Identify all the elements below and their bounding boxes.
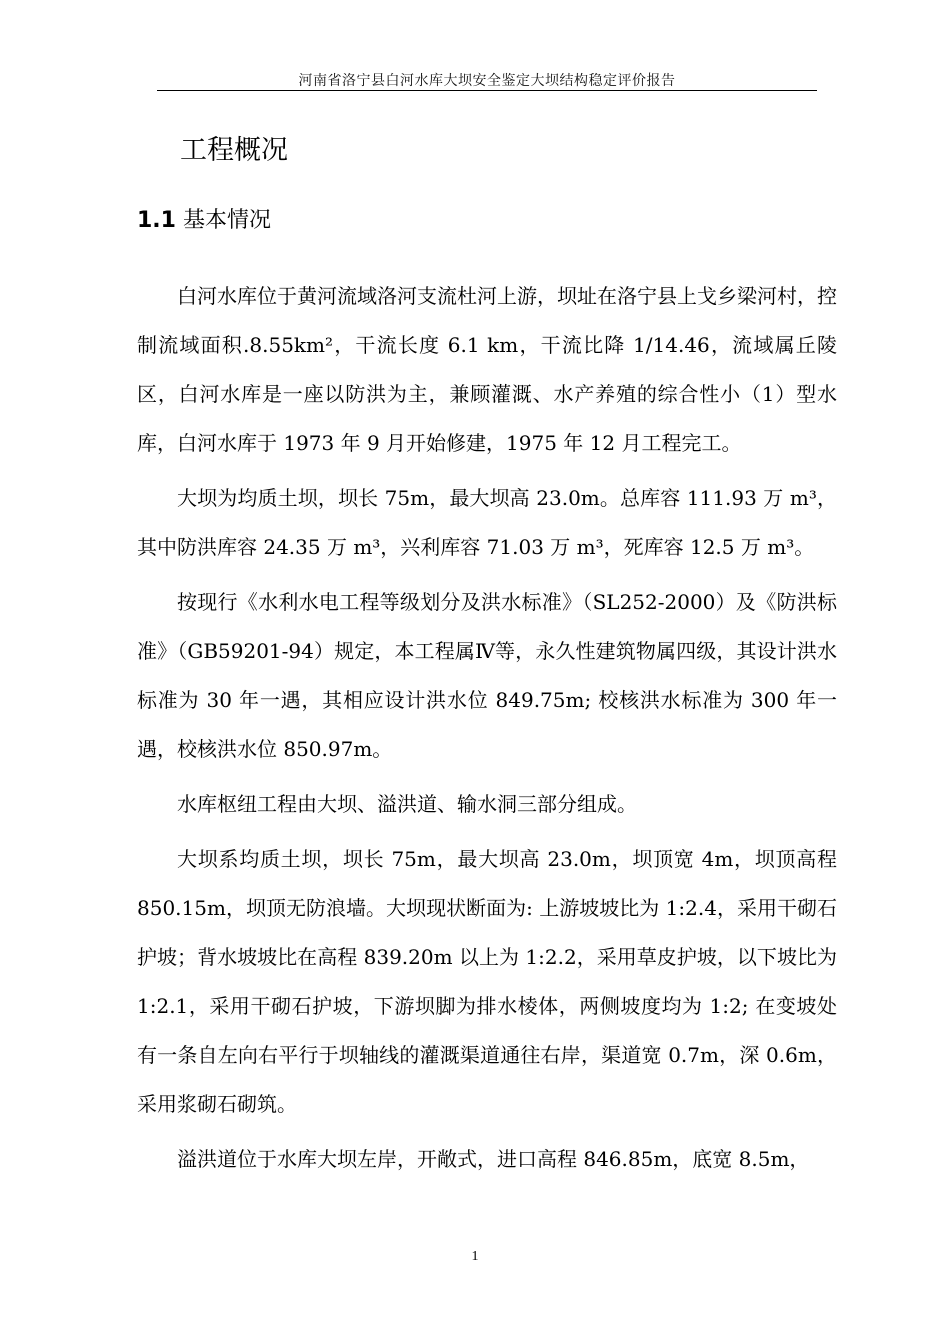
header-rule bbox=[157, 90, 817, 91]
section-heading bbox=[137, 203, 271, 234]
paragraph: 按现行《水利水电工程等级划分及洪水标准》（SL252-2000）及《防洪标准》（GB59201-94）规定，本工程属Ⅳ等，永久性建筑物属四级，其设计洪水标准为 30 年一遇，其相应设计洪水位 849.75m; 校核洪水标准为 300 年一遇，校核洪水位 850.97m。 bbox=[137, 590, 837, 761]
body-text bbox=[137, 272, 837, 1190]
paragraph: 水库枢纽工程由大坝、溢洪道、输水洞三部分组成。 bbox=[177, 792, 637, 816]
section-title: 基本情况 bbox=[182, 208, 271, 233]
paragraph: 白河水库位于黄河流域洛河支流杜河上游，坝址在洛宁县上戈乡梁河村，控制流域面积.8.55km²，干流长度 6.1 km，干流比降 1/14.46，流域属丘陵区，白河水库是一座以防洪为主，兼顾灌溉、水产养殖的综合性小（1）型水库，白河水库于 1973 年 9 月开始修建，1975 年 12 月工程完工。 bbox=[137, 284, 837, 455]
page-number: 1 bbox=[471, 1249, 479, 1264]
running-header: 河南省洛宁县白河水库大坝安全鉴定大坝结构稳定评价报告 bbox=[298, 73, 676, 89]
section-number: 1.1 bbox=[137, 208, 176, 233]
paragraph: 大坝系均质土坝，坝长 75m，最大坝高 23.0m，坝顶宽 4m，坝顶高程 850.15m，坝顶无防浪墙。大坝现状断面为: 上游坡坡比为 1:2.4，采用干砌石护坡；背水坡坡比在高程 839.20m 以上为 1:2.2，采用草皮护坡，以下坡比为 1:2.1，采用干砌石护坡，下游坝脚为排水棱体，两侧坡度均为 1:2; 在变坡处有一条自左向右平行于坝轴线的灌溉渠道通往右岸，渠道宽 0.7m，深 0.6m，采用浆砌石砌筑。 bbox=[137, 847, 837, 1116]
chapter-title: 工程概况 bbox=[180, 135, 288, 166]
paragraph: 溢洪道位于水库大坝左岸，开敞式，进口高程 846.85m，底宽 8.5m， bbox=[177, 1147, 810, 1171]
paragraph: 大坝为均质土坝，坝长 75m，最大坝高 23.0m。总库容 111.93 万 m³，其中防洪库容 24.35 万 m³，兴利库容 71.03 万 m³，死库容 12.5 万 m³。 bbox=[137, 486, 837, 559]
